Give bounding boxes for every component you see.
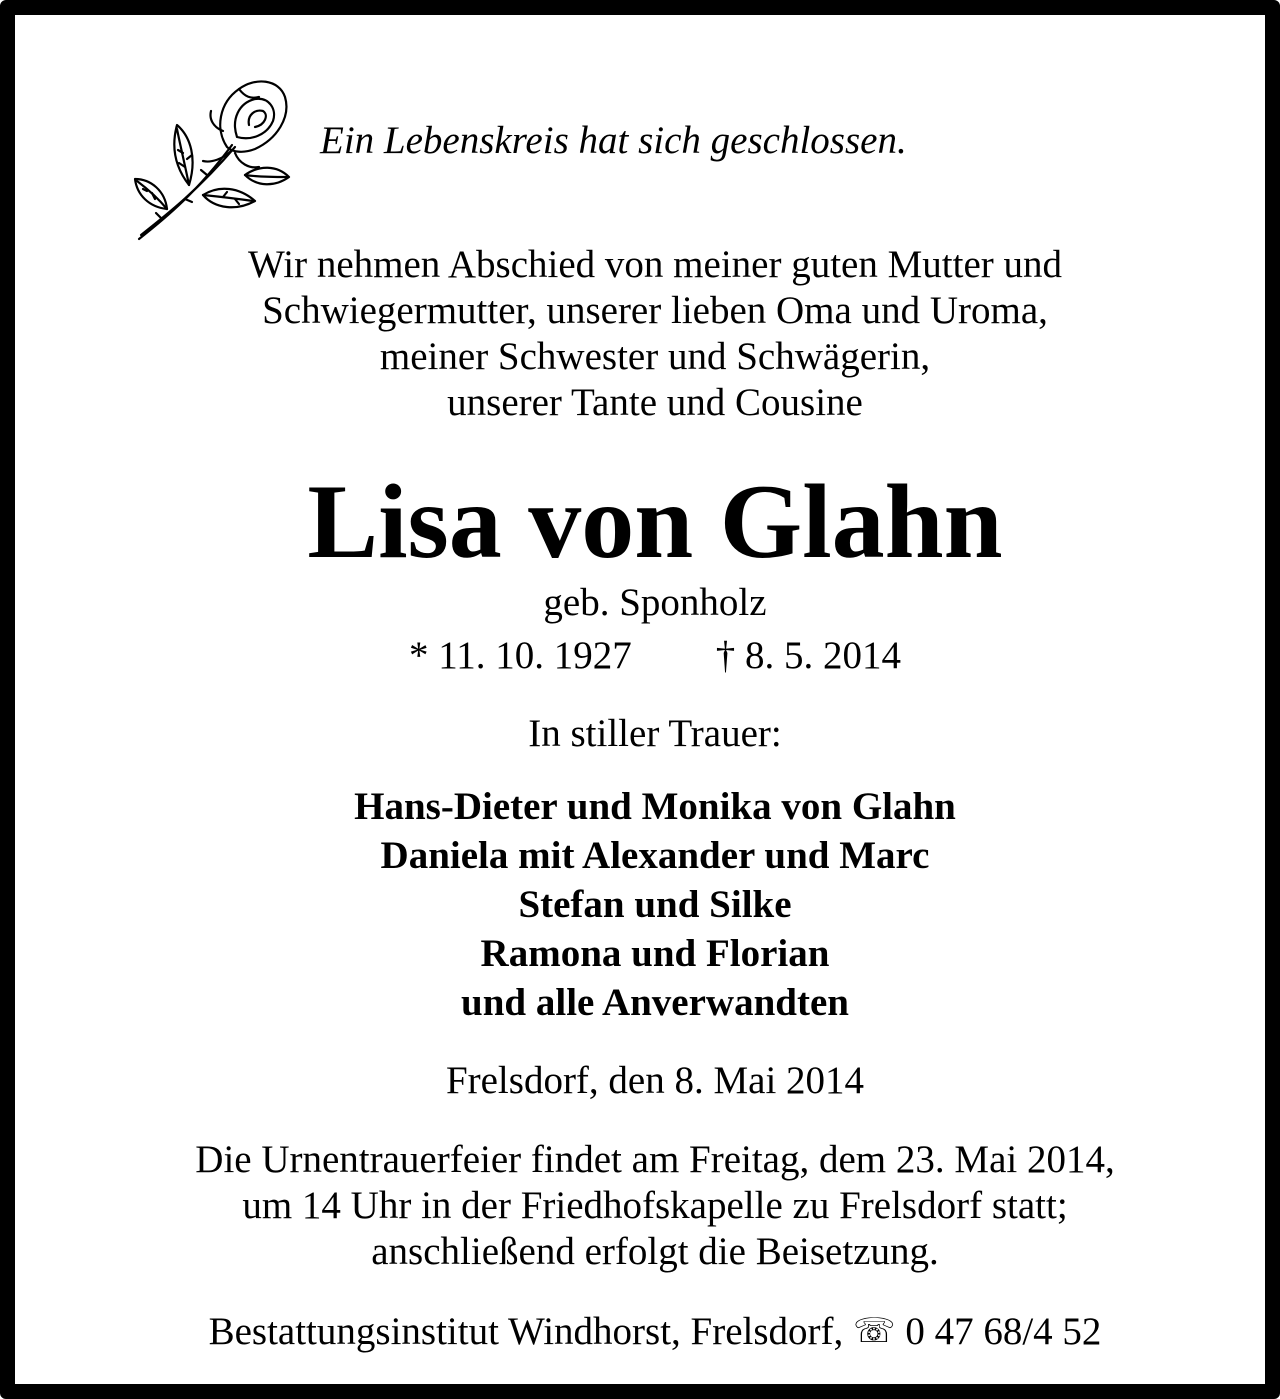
ceremony-line: um 14 Uhr in der Friedhofskapelle zu Frelsdorf statt;	[242, 1184, 1068, 1227]
life-dates	[15, 633, 1280, 679]
intro-line: Wir nehmen Abschied von meiner guten Mutter und	[248, 243, 1062, 286]
rose-icon	[127, 67, 297, 247]
intro-line: meiner Schwester und Schwägerin,	[379, 335, 931, 378]
telephone-icon: ☏	[853, 1311, 896, 1351]
mourner-line: Hans-Dieter und Monika von Glahn	[354, 785, 956, 828]
mourner-line: Ramona und Florian	[480, 932, 830, 975]
place-date: Frelsdorf, den 8. Mai 2014	[445, 1059, 865, 1102]
mourning-label: In stiller Trauer:	[528, 712, 782, 755]
intro-text	[15, 242, 1280, 426]
death-date: † 8. 5. 2014	[715, 634, 902, 677]
undertaker-name: Bestattungsinstitut Windhorst, Frelsdorf,	[208, 1310, 854, 1353]
mourner-line: und alle Anverwandten	[461, 981, 849, 1024]
motto: Ein Lebenskreis hat sich geschlossen.	[320, 119, 907, 162]
mourner-line: Stefan und Silke	[518, 883, 792, 926]
intro-line: Schwiegermutter, unserer lieben Oma und Uroma,	[262, 289, 1048, 332]
undertaker-phone: 0 47 68/4 52	[895, 1310, 1102, 1353]
mourner-line: Daniela mit Alexander und Marc	[380, 834, 930, 877]
ceremony-info	[15, 1137, 1280, 1275]
born-name: geb. Sponholz	[543, 581, 767, 624]
mourners-list	[15, 782, 1280, 1027]
deceased-name: Lisa von Glahn	[307, 463, 1003, 580]
birth-date: * 11. 10. 1927	[408, 634, 632, 677]
undertaker-line	[15, 1308, 1280, 1355]
intro-line: unserer Tante und Cousine	[447, 381, 863, 424]
ceremony-line: anschließend erfolgt die Beisetzung.	[371, 1230, 939, 1273]
ceremony-line: Die Urnentrauerfeier findet am Freitag, dem 23. Mai 2014,	[195, 1138, 1115, 1181]
